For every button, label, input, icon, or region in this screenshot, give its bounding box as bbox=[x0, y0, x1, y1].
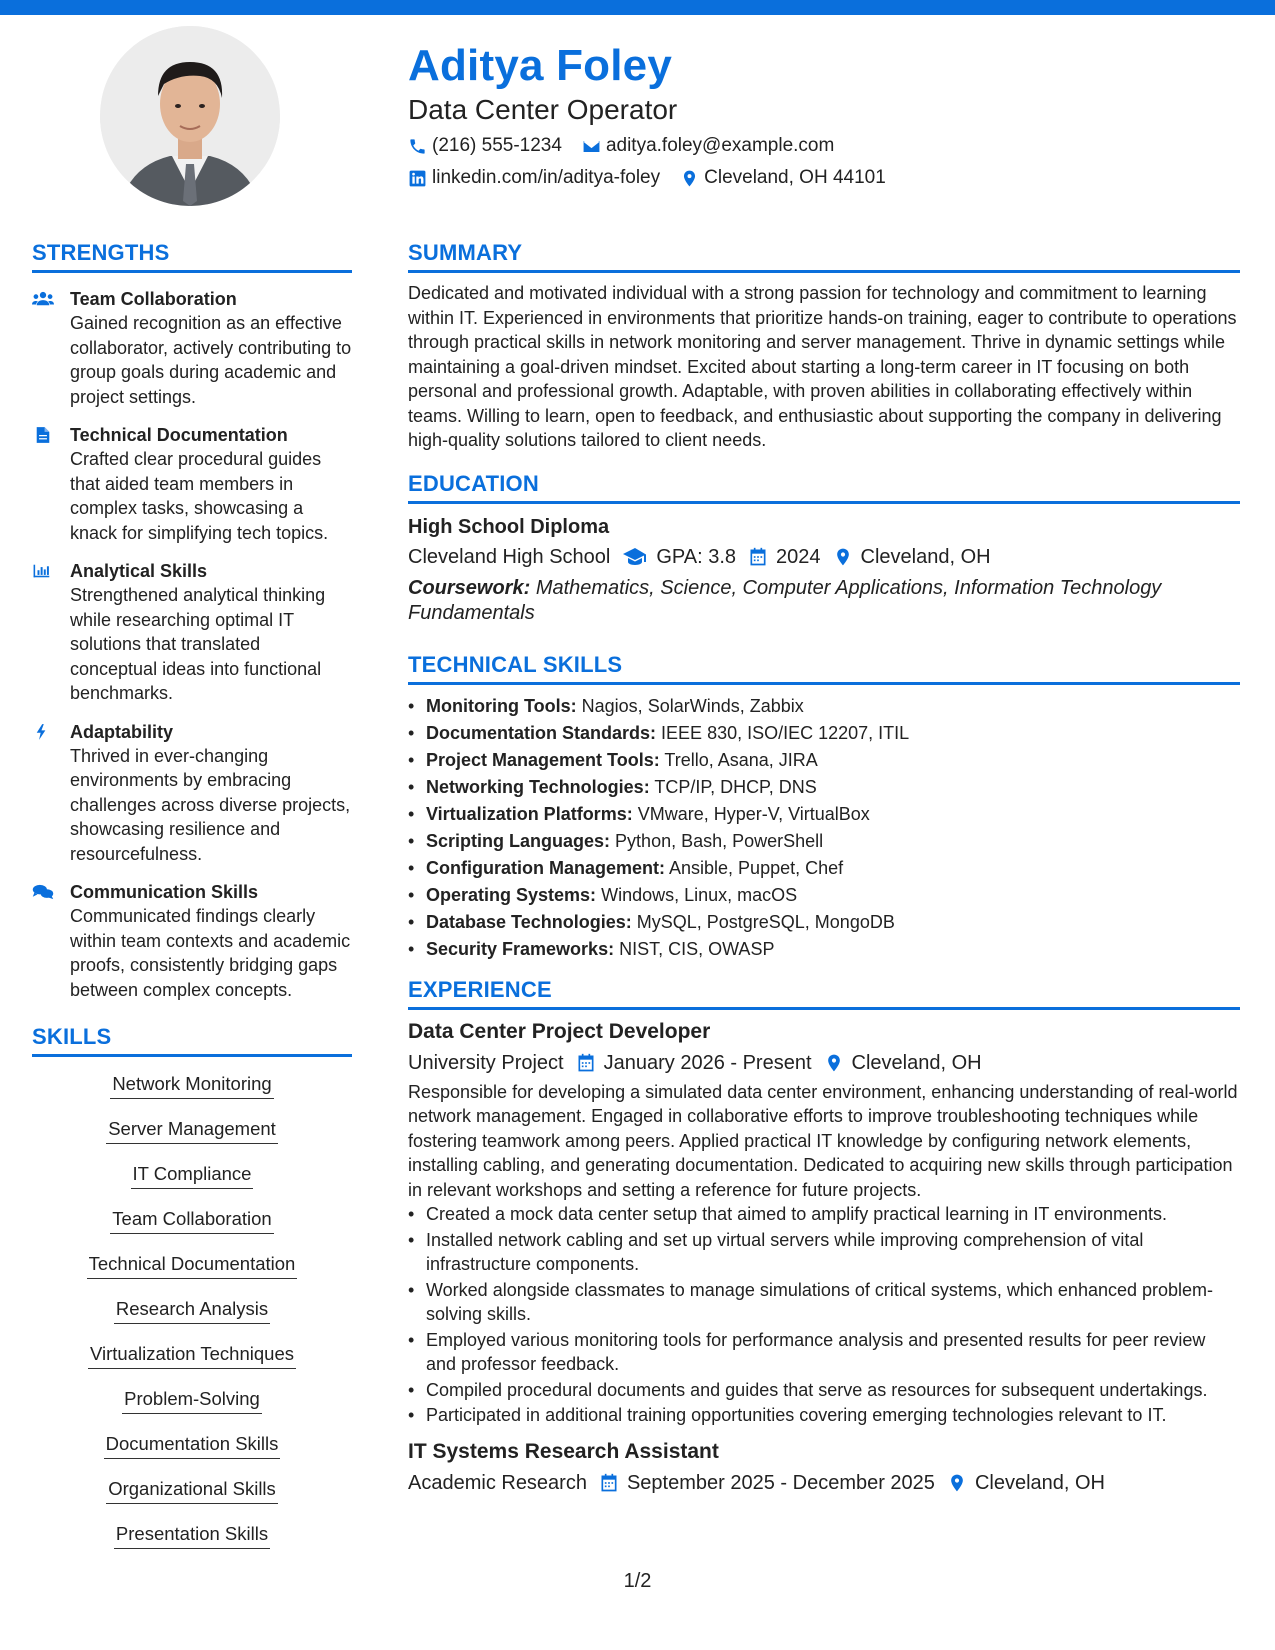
bolt-icon bbox=[32, 722, 54, 742]
list-item: • Compiled procedural documents and guides that serve as resources for subsequent undertakings. bbox=[408, 1378, 1240, 1403]
chart-icon bbox=[32, 561, 54, 581]
education-degree: High School Diploma bbox=[408, 515, 610, 538]
skill-label: Monitoring Tools: bbox=[426, 695, 577, 716]
strength-title: Team Collaboration bbox=[70, 289, 237, 309]
job-org bbox=[408, 1050, 564, 1076]
skill-tag: Research Analysis bbox=[114, 1298, 270, 1324]
list-item bbox=[408, 828, 1240, 855]
map-pin-icon bbox=[824, 1053, 844, 1073]
job-org-text: University Project bbox=[408, 1051, 564, 1074]
skill-tag: Technical Documentation bbox=[87, 1253, 298, 1279]
summary-heading: SUMMARY bbox=[408, 240, 1240, 273]
skill-value: Python, Bash, PowerShell bbox=[615, 830, 824, 851]
profile-photo-illustration bbox=[100, 26, 280, 206]
education-year bbox=[748, 544, 821, 570]
skill-label: Scripting Languages: bbox=[426, 830, 611, 851]
strength-title: Analytical Skills bbox=[70, 561, 208, 581]
skill-tag: Organizational Skills bbox=[106, 1478, 278, 1504]
contact-row-1 bbox=[408, 134, 1248, 158]
job-dates-text: September 2025 - December 2025 bbox=[626, 1471, 935, 1494]
skill-label: Operating Systems: bbox=[426, 884, 597, 905]
strength-title: Adaptability bbox=[70, 721, 174, 742]
skill-label: Project Management Tools: bbox=[426, 749, 660, 770]
job-description: Responsible for developing a simulated data center environment, enhancing understanding of real-world network management. Engaged in collaborative efforts to improve troubleshooting techniques while fostering teamwork among peers. Applied practical IT knowledge by configuring network elements, installing cabling, and generating documentation. Dedicated to acquiring new skills through participation in relevant workshops and setting a reference for future projects. bbox=[408, 1081, 1238, 1200]
list-item: • Installed network cabling and set up virtual servers while improving comprehension of vital infrastructure components. bbox=[408, 1228, 1240, 1277]
job-org bbox=[408, 1470, 587, 1496]
list-item bbox=[408, 747, 1240, 774]
gpa-text: GPA: 3.8 bbox=[656, 545, 737, 568]
skill-value: Windows, Linux, macOS bbox=[601, 884, 798, 905]
education-heading: EDUCATION bbox=[408, 471, 1240, 504]
left-column bbox=[32, 240, 352, 1568]
candidate-title: Data Center Operator bbox=[408, 93, 678, 125]
job-meta bbox=[408, 1050, 1240, 1076]
job-bullets bbox=[408, 1202, 1240, 1428]
right-column bbox=[408, 240, 1240, 1496]
skill-tag: IT Compliance bbox=[131, 1163, 254, 1189]
experience-heading: EXPERIENCE bbox=[408, 977, 1240, 1010]
coursework-label: Coursework: bbox=[408, 576, 531, 599]
profile-photo bbox=[100, 26, 280, 206]
location-contact bbox=[680, 167, 886, 189]
skill-tag: Network Monitoring bbox=[110, 1073, 273, 1099]
job-dates bbox=[576, 1050, 812, 1076]
list-item bbox=[408, 720, 1240, 747]
skill-value: Ansible, Puppet, Chef bbox=[669, 857, 844, 878]
skill-label: Documentation Standards: bbox=[426, 722, 657, 743]
strength-desc: Strengthened analytical thinking while researching optimal IT solutions that translated conceptual ideas into functional benchmarks. bbox=[70, 585, 326, 703]
linkedin-icon bbox=[408, 169, 427, 188]
list-item: • Participated in additional training opportunities covering emerging technologies relevant to IT. bbox=[408, 1403, 1240, 1428]
technical-skills-list bbox=[408, 693, 1240, 963]
job-dates-text: January 2026 - Present bbox=[603, 1051, 812, 1074]
phone-contact[interactable] bbox=[408, 135, 562, 157]
strength-title: Communication Skills bbox=[70, 882, 259, 902]
skill-label: Security Frameworks: bbox=[426, 938, 615, 959]
chat-icon bbox=[32, 882, 54, 902]
calendar-icon bbox=[599, 1473, 619, 1493]
job-location-text: Cleveland, OH bbox=[851, 1051, 982, 1074]
skill-label: Configuration Management: bbox=[426, 857, 665, 878]
top-accent-bar bbox=[0, 0, 1275, 15]
skill-value: Nagios, SolarWinds, Zabbix bbox=[581, 695, 804, 716]
education-gpa bbox=[622, 544, 736, 570]
list-item bbox=[408, 882, 1240, 909]
contact-row-2 bbox=[408, 166, 1248, 190]
phone-icon bbox=[408, 137, 427, 156]
school-name: Cleveland High School bbox=[408, 545, 611, 568]
skill-tag: Problem-Solving bbox=[122, 1388, 262, 1414]
map-pin-icon bbox=[833, 547, 853, 567]
candidate-name: Aditya Foley bbox=[408, 41, 673, 90]
job-location bbox=[824, 1050, 982, 1076]
year-text: 2024 bbox=[776, 545, 821, 568]
skill-value: IEEE 830, ISO/IEC 12207, ITIL bbox=[661, 722, 910, 743]
education-location bbox=[833, 544, 991, 570]
skill-label: Networking Technologies: bbox=[426, 776, 650, 797]
skill-value: VMware, Hyper-V, VirtualBox bbox=[637, 803, 870, 824]
skill-value: NIST, CIS, OWASP bbox=[619, 938, 775, 959]
skill-tag: Presentation Skills bbox=[114, 1523, 270, 1549]
job-title: IT Systems Research Assistant bbox=[408, 1439, 719, 1463]
list-item: • Created a mock data center setup that aimed to amplify practical learning in IT environments. bbox=[408, 1202, 1240, 1227]
skill-value: Trello, Asana, JIRA bbox=[664, 749, 818, 770]
strength-desc: Communicated findings clearly within team contexts and academic proofs, consistently bridging gaps between complex concepts. bbox=[70, 906, 351, 1000]
map-pin-icon bbox=[680, 169, 699, 188]
document-icon bbox=[32, 425, 54, 445]
coursework bbox=[408, 576, 1240, 626]
strength-item bbox=[32, 423, 352, 545]
email-text: aditya.foley@example.com bbox=[605, 135, 835, 157]
map-pin-icon bbox=[947, 1473, 967, 1493]
skill-tag: Documentation Skills bbox=[104, 1433, 281, 1459]
strength-desc: Crafted clear procedural guides that aided team members in complex tasks, showcasing a knack for simplifying tech topics. bbox=[70, 449, 329, 543]
job-title: Data Center Project Developer bbox=[408, 1019, 711, 1043]
education-meta bbox=[408, 544, 1240, 570]
location-text: Cleveland, OH 44101 bbox=[704, 167, 886, 189]
strengths-heading: STRENGTHS bbox=[32, 240, 352, 273]
job-meta bbox=[408, 1470, 1240, 1496]
skills-list bbox=[32, 1073, 352, 1568]
technical-skills-heading: TECHNICAL SKILLS bbox=[408, 652, 1240, 685]
graduation-cap-icon bbox=[622, 547, 648, 567]
strength-item bbox=[32, 559, 352, 706]
calendar-icon bbox=[748, 547, 768, 567]
skill-tag: Team Collaboration bbox=[110, 1208, 273, 1234]
list-item bbox=[408, 909, 1240, 936]
email-contact[interactable] bbox=[582, 135, 834, 157]
skill-value: TCP/IP, DHCP, DNS bbox=[654, 776, 817, 797]
resume-header bbox=[408, 40, 1248, 190]
strength-item bbox=[32, 720, 352, 867]
linkedin-contact[interactable] bbox=[408, 167, 660, 189]
job-location-text: Cleveland, OH bbox=[974, 1471, 1105, 1494]
list-item bbox=[408, 801, 1240, 828]
skills-heading: SKILLS bbox=[32, 1024, 352, 1057]
job-org-text: Academic Research bbox=[408, 1471, 587, 1494]
education-school bbox=[408, 544, 610, 570]
strength-desc: Gained recognition as an effective collaborator, actively contributing to group goals during academic and project settings. bbox=[70, 313, 352, 407]
email-icon bbox=[582, 137, 601, 156]
users-icon bbox=[32, 289, 54, 309]
list-item: • Employed various monitoring tools for performance analysis and presented results for peer review and professor feedback. bbox=[408, 1328, 1240, 1377]
list-item bbox=[408, 855, 1240, 882]
summary-text: Dedicated and motivated individual with a strong passion for technology and commitment to learning within IT. Experienced in environments that prioritize hands-on training, eager to contribute to operations through practical skills in network monitoring and server management. Thrive in dynamic settings while maintaining a goal-driven mindset. Excited about starting a long-term career in IT focusing on both personal and professional growth. Adaptable, with proven abilities in collaborating effectively within teams. Willing to learn, open to feedback, and enthusiastic about supporting the company in delivering high-quality solutions tailored to client needs. bbox=[408, 283, 1237, 450]
education-location-text: Cleveland, OH bbox=[860, 545, 991, 568]
strength-title: Technical Documentation bbox=[70, 425, 288, 445]
skill-tag: Virtualization Techniques bbox=[88, 1343, 296, 1369]
list-item bbox=[408, 774, 1240, 801]
phone-text: (216) 555-1234 bbox=[432, 135, 562, 157]
linkedin-text: linkedin.com/in/aditya-foley bbox=[432, 167, 661, 189]
strength-desc: Thrived in ever-changing environments by embracing challenges across diverse projects, showcasing resilience and resourcefulness. bbox=[70, 745, 351, 864]
skill-label: Database Technologies: bbox=[426, 911, 632, 932]
skill-tag: Server Management bbox=[106, 1118, 278, 1144]
strength-item bbox=[32, 287, 352, 409]
calendar-icon bbox=[576, 1053, 596, 1073]
coursework-text: Mathematics, Science, Computer Applications, Information Technology Fundamentals bbox=[408, 576, 1162, 624]
skill-value: MySQL, PostgreSQL, MongoDB bbox=[636, 911, 895, 932]
strength-item bbox=[32, 880, 352, 1002]
list-item bbox=[408, 693, 1240, 720]
list-item: • Worked alongside classmates to manage simulations of critical systems, which enhanced problem-solving skills. bbox=[408, 1278, 1240, 1327]
skill-label: Virtualization Platforms: bbox=[426, 803, 633, 824]
job-location bbox=[947, 1470, 1105, 1496]
list-item bbox=[408, 936, 1240, 963]
job-dates bbox=[599, 1470, 935, 1496]
page-number: 1/2 bbox=[623, 1570, 652, 1592]
